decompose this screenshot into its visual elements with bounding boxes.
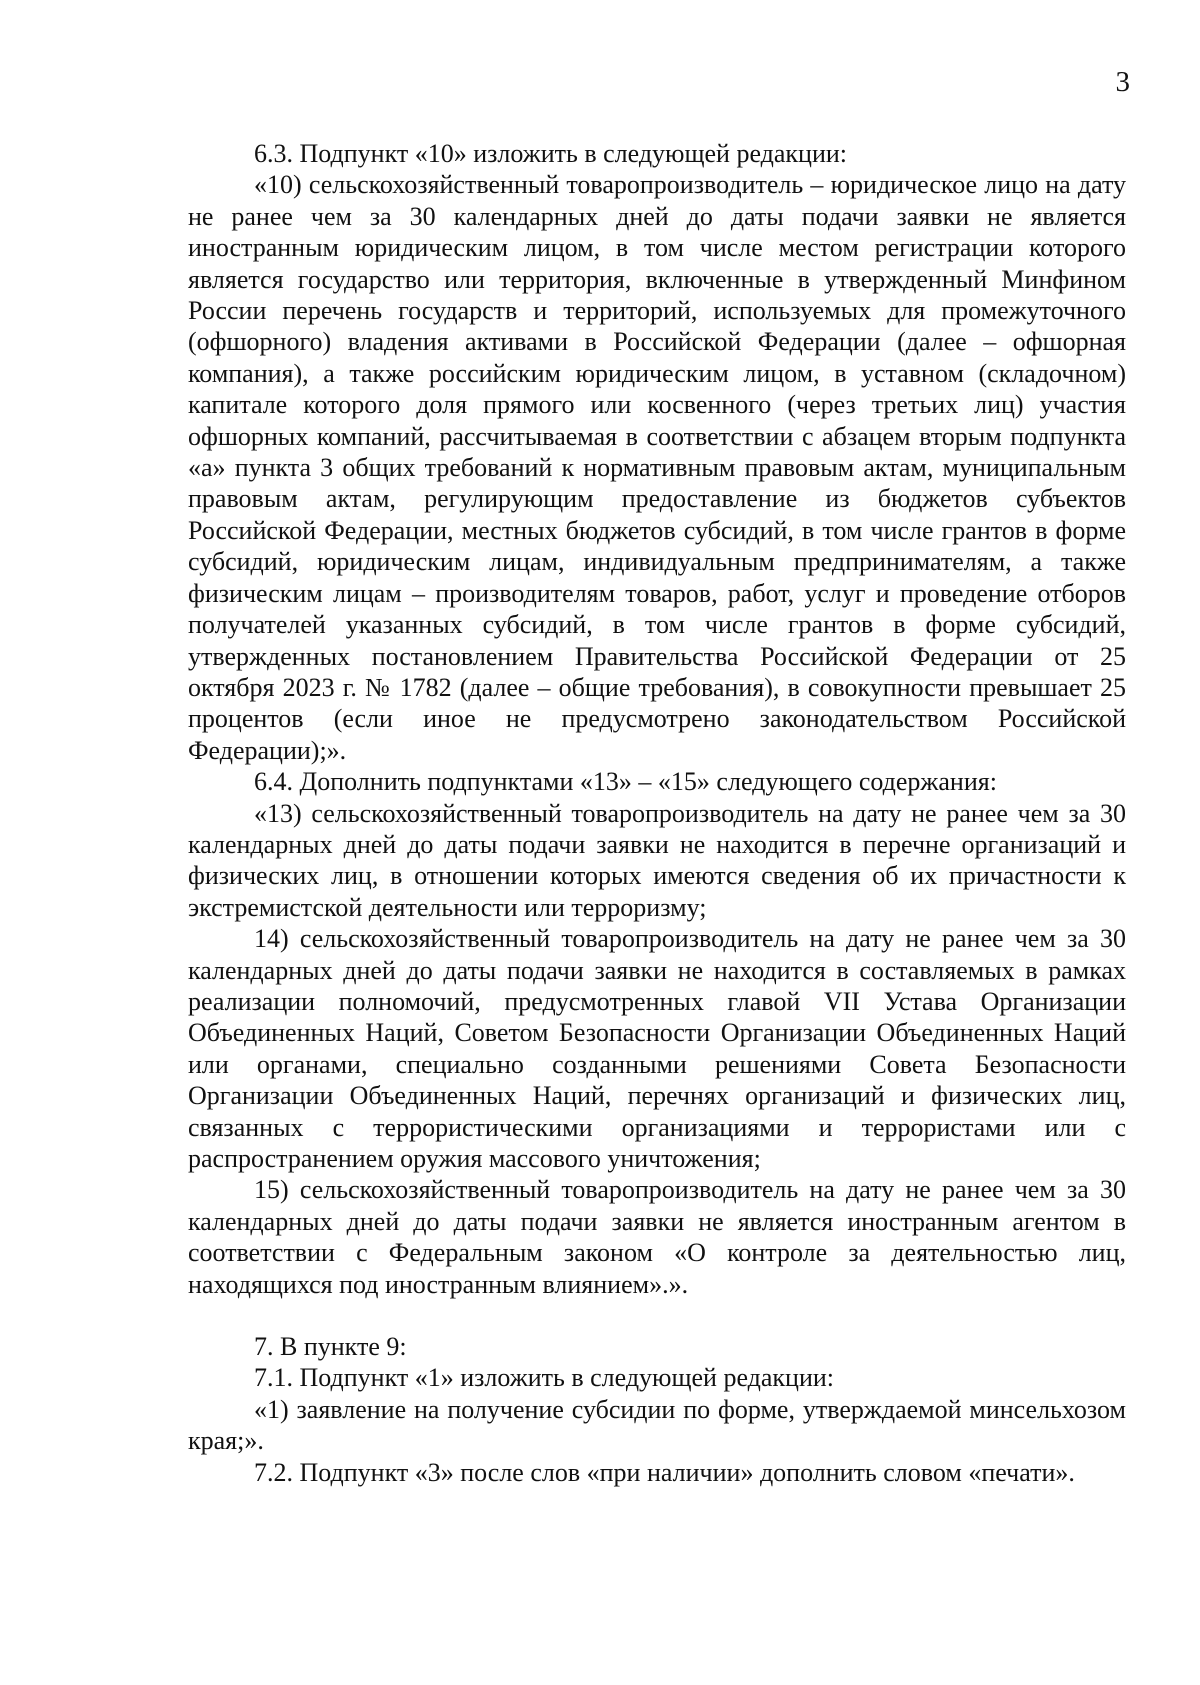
- paragraph-7-2: 7.2. Подпункт «3» после слов «при наличии» дополнить словом «печати».: [254, 1457, 1075, 1487]
- paragraph-subpoint-10: «10) сельскохозяйственный товаропроизводитель – юридическое лицо на дату не ранее чем за 30 календарных дней до даты подачи заявки не является иностранным юридическим лицом, в том числе местом регистрации которого является государство или территория, включенные в утвержденный Минфином России перечень государств и территорий, используемых для промежуточного (офшорного) владения активами в Российской Федерации (далее – офшорная компания), а также российским юридическим лицом, в уставном (складочном) капитале которого доля прямого или косвенного (через третьих лиц) участия офшорных компаний, рассчитываемая в соответствии с абзацем вторым подпункта «а» пункта 3 общих требований к нормативным правовым актам, муниципальным правовым актам, регулирующим предоставление из бюджетов субъектов Российской Федерации, местных бюджетов субсидий, в том числе грантов в форме субсидий, юридическим лицам, индивидуальным предпринимателям, а также физическим лицам – производителям товаров, работ, услуг и проведение отборов получателей указанных субсидий, в том числе грантов в форме субсидий, утвержденных постановлением Правительства Российской Федерации от 25 октября 2023 г. № 1782 (далее – общие требования), в совокупности превышает 25 процентов (если иное не предусмотрено законодательством Российской Федерации);».: [188, 170, 1126, 765]
- paragraph-subpoint-1: «1) заявление на получение субсидии по форме, утверждаемой минсельхозом края;».: [188, 1394, 1126, 1456]
- paragraph-7-heading: 7. В пункте 9:: [254, 1332, 407, 1362]
- paragraph-7-1-heading: 7.1. Подпункт «1» изложить в следующей редакции:: [254, 1363, 835, 1393]
- paragraph-subpoint-13: «13) сельскохозяйственный товаропроизводитель на дату не ранее чем за 30 календарных дней до даты подачи заявки не находится в перечне организаций и физических лиц, в отношении которых имеются сведения об их причастности к экстремистской деятельности или терроризму;: [188, 798, 1126, 922]
- paragraph-subpoint-15: 15) сельскохозяйственный товаропроизводитель на дату не ранее чем за 30 календарных дней до даты подачи заявки не является иностранным агентом в соответствии с Федеральным законом «О контроле за деятельностью лиц, находящихся под иностранным влиянием».».: [188, 1175, 1126, 1299]
- paragraph-6-3-heading: 6.3. Подпункт «10» изложить в следующей редакции:: [254, 139, 848, 168]
- paragraph-subpoint-14: 14) сельскохозяйственный товаропроизводитель на дату не ранее чем за 30 календарных дней до даты подачи заявки не находится в составляемых в рамках реализации полномочий, предусмотренных главой VII Устава Организации Объединенных Наций, Советом Безопасности Организации Объединенных Наций или органами, специально созданными решениями Совета Безопасности Организации Объединенных Наций, перечнях организаций и физических лиц, связанных с террористическими организациями и террористами или с распространением оружия массового уничтожения;: [188, 924, 1126, 1173]
- page-number: 3: [1115, 66, 1130, 98]
- document-body: [188, 138, 1126, 1488]
- paragraph-6-4-heading: 6.4. Дополнить подпунктами «13» – «15» следующего содержания:: [254, 767, 997, 797]
